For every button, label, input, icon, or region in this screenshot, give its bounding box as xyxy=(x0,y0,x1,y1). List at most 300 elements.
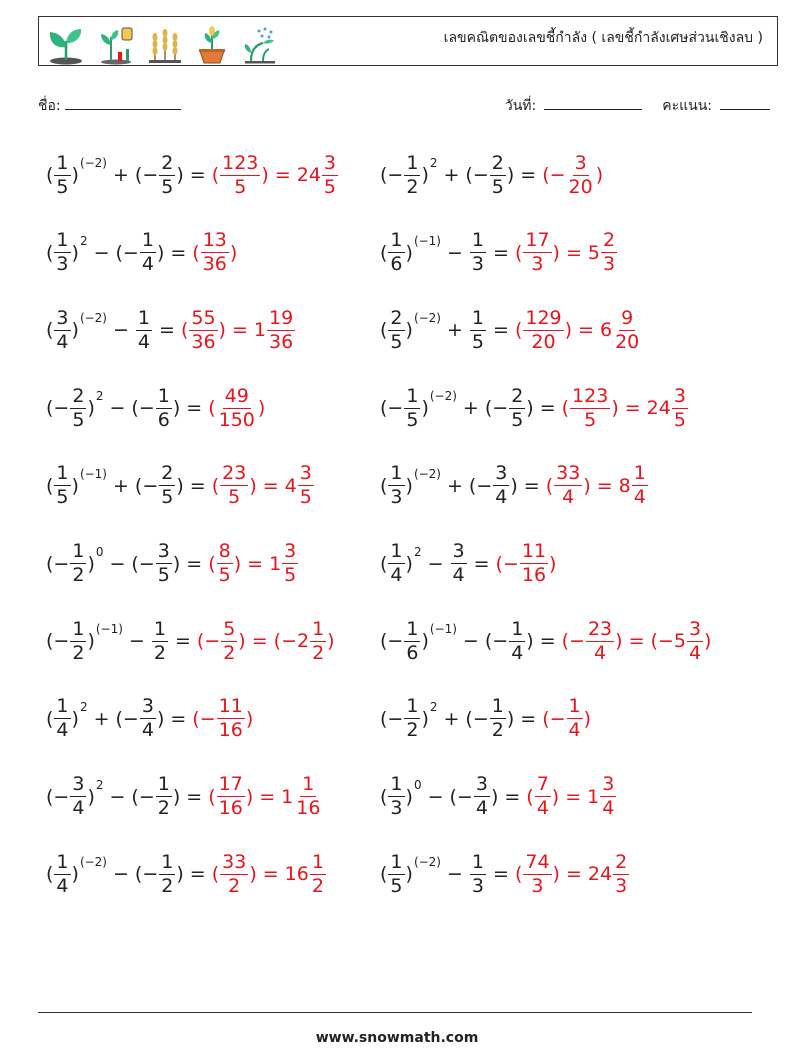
minus-sign: − xyxy=(549,707,566,730)
date-blank[interactable] xyxy=(544,95,642,110)
score-blank[interactable] xyxy=(720,95,770,110)
fraction xyxy=(156,384,172,431)
close-paren: ) xyxy=(257,397,266,420)
close-paren: ) xyxy=(405,319,413,342)
minus-sign: − xyxy=(122,241,139,264)
open-paren: ( xyxy=(131,785,139,808)
fraction xyxy=(217,384,257,431)
exponent: 2 xyxy=(95,389,104,404)
numerator: 1 xyxy=(302,773,315,796)
denominator: 3 xyxy=(471,253,485,276)
exponent: 0 xyxy=(413,777,422,792)
numerator: 13 xyxy=(202,229,227,252)
fraction xyxy=(156,542,172,585)
numerator: 2 xyxy=(602,229,616,252)
fraction xyxy=(54,697,70,740)
operator: + xyxy=(113,474,129,497)
close-paren: ) xyxy=(71,474,79,497)
fraction xyxy=(54,850,70,897)
denominator: 5 xyxy=(56,486,69,509)
name-blank[interactable] xyxy=(65,95,181,110)
minus-sign: − xyxy=(476,474,493,497)
numerator: 1 xyxy=(406,695,419,718)
close-paren: ) xyxy=(564,319,573,342)
close-paren: ) xyxy=(156,707,165,730)
fraction xyxy=(322,151,338,198)
exponent: (−1) xyxy=(79,466,107,481)
fraction xyxy=(687,617,703,664)
minus-sign: − xyxy=(492,630,509,653)
minus-sign: − xyxy=(138,785,155,808)
numerator: 33 xyxy=(556,462,581,485)
denominator: 4 xyxy=(56,719,69,742)
minus-sign: − xyxy=(387,164,404,186)
open-paren: ( xyxy=(650,630,658,653)
open-paren: ( xyxy=(192,707,200,730)
numerator: 1 xyxy=(311,850,324,873)
close-paren: ) xyxy=(172,552,181,575)
denominator: 5 xyxy=(491,175,504,198)
close-paren: ) xyxy=(327,630,335,653)
denominator: 3 xyxy=(390,486,403,509)
denominator: 5 xyxy=(323,175,337,198)
numerator: 3 xyxy=(574,151,587,174)
denominator: 2 xyxy=(406,175,419,198)
numerator: 3 xyxy=(299,462,312,485)
open-paren: ( xyxy=(468,474,477,497)
minus-sign: − xyxy=(387,707,404,730)
close-paren: ) xyxy=(172,785,181,808)
equals-sign: = xyxy=(174,630,191,653)
problem-5 xyxy=(46,300,296,360)
denominator: 16 xyxy=(218,719,243,742)
equals-sign: = xyxy=(259,785,276,808)
numerator: 1 xyxy=(157,384,170,407)
close-paren: ) xyxy=(704,630,712,653)
exponent: 2 xyxy=(95,777,104,792)
numerator: 1 xyxy=(56,850,69,873)
numerator: 17 xyxy=(218,773,243,796)
denominator: 4 xyxy=(141,719,154,742)
numerator: 123 xyxy=(572,384,609,407)
denominator: 2 xyxy=(491,719,504,742)
answer xyxy=(496,542,557,585)
denominator: 5 xyxy=(72,408,85,431)
numerator: 3 xyxy=(284,540,297,562)
open-paren: ( xyxy=(545,474,554,497)
close-paren: ) xyxy=(405,474,413,497)
open-paren: ( xyxy=(211,863,220,886)
fraction xyxy=(70,384,86,431)
answer xyxy=(561,384,689,431)
numerator: 2 xyxy=(161,462,174,485)
open-paren: ( xyxy=(115,707,123,730)
fraction xyxy=(509,384,525,431)
denominator: 36 xyxy=(202,253,227,276)
whole-number: 1 xyxy=(281,785,294,808)
fraction xyxy=(54,151,70,198)
equals-sign: = xyxy=(493,863,509,886)
numerator: 2 xyxy=(491,151,504,174)
equals-sign: = xyxy=(539,397,556,420)
fraction xyxy=(613,850,629,897)
minus-sign: − xyxy=(138,552,155,575)
denominator: 5 xyxy=(284,564,297,586)
whole-number: 5 xyxy=(587,241,600,264)
problem-16 xyxy=(380,689,591,749)
numerator: 3 xyxy=(56,306,69,329)
whole-number: 6 xyxy=(599,319,613,342)
fraction xyxy=(140,231,156,274)
numerator: 1 xyxy=(137,306,151,329)
open-paren: ( xyxy=(542,164,550,186)
answer xyxy=(208,384,266,431)
numerator: 1 xyxy=(312,617,325,640)
numerator: 123 xyxy=(222,151,259,174)
close-paren: ) xyxy=(176,863,184,886)
denominator: 5 xyxy=(218,564,231,586)
fraction xyxy=(282,542,298,585)
open-paren: ( xyxy=(211,164,220,186)
minus-sign: − xyxy=(53,785,70,808)
numerator: 1 xyxy=(568,695,581,718)
numerator: 1 xyxy=(390,773,403,796)
denominator: 5 xyxy=(161,175,174,198)
fraction xyxy=(310,850,326,897)
close-paren: ) xyxy=(405,785,413,808)
denominator: 20 xyxy=(615,330,640,353)
equals-sign: = xyxy=(596,474,613,497)
fraction xyxy=(189,306,217,353)
denominator: 16 xyxy=(296,797,321,820)
open-paren: ( xyxy=(192,241,200,264)
minus-sign: − xyxy=(657,630,674,653)
close-paren: ) xyxy=(552,241,560,264)
fraction xyxy=(520,542,548,585)
denominator: 150 xyxy=(218,408,255,431)
problem-2 xyxy=(380,145,603,205)
exponent: (−1) xyxy=(413,233,441,248)
answer xyxy=(180,306,296,353)
open-paren: ( xyxy=(449,785,457,808)
close-paren: ) xyxy=(233,552,242,575)
problem-15 xyxy=(46,689,253,749)
denominator: 2 xyxy=(72,564,85,586)
fraction xyxy=(470,306,486,353)
close-paren: ) xyxy=(261,164,269,186)
numerator: 17 xyxy=(525,229,550,252)
denominator: 3 xyxy=(602,253,616,276)
fraction xyxy=(220,151,260,198)
operator: + xyxy=(447,319,463,342)
minus-sign: − xyxy=(387,397,404,420)
denominator: 2 xyxy=(406,719,419,742)
fraction xyxy=(672,384,688,431)
problem-17 xyxy=(46,767,323,827)
fraction xyxy=(54,306,70,353)
close-paren: ) xyxy=(156,241,165,264)
open-paren: ( xyxy=(484,397,493,420)
problem-1 xyxy=(46,145,339,205)
fraction xyxy=(570,384,610,431)
watering-plant-icon xyxy=(239,25,281,65)
answer xyxy=(212,464,315,507)
open-paren: ( xyxy=(208,552,216,575)
close-paren: ) xyxy=(421,397,429,420)
exponent: (−2) xyxy=(413,311,441,326)
open-paren: ( xyxy=(273,630,282,653)
numerator: 5 xyxy=(223,617,236,640)
equals-sign: = xyxy=(565,863,582,886)
equals-sign: = xyxy=(493,319,509,342)
close-paren: ) xyxy=(421,164,429,186)
denominator: 2 xyxy=(312,641,325,664)
numerator: 1 xyxy=(56,229,69,252)
numerator: 2 xyxy=(390,306,403,329)
fraction xyxy=(474,775,490,818)
numerator: 1 xyxy=(491,695,504,718)
close-paren: ) xyxy=(249,474,257,497)
numerator: 1 xyxy=(56,151,69,174)
answer xyxy=(514,306,642,353)
denominator: 4 xyxy=(72,797,85,820)
answer xyxy=(514,850,630,897)
problem-9 xyxy=(46,456,315,516)
numerator: 19 xyxy=(268,306,294,329)
operator: − xyxy=(93,241,110,264)
footer-url: www.snowmath.com xyxy=(315,1030,479,1046)
equals-sign: = xyxy=(274,164,291,186)
equals-sign: = xyxy=(186,552,203,575)
worksheet-header xyxy=(38,16,778,66)
fraction xyxy=(294,775,322,818)
close-paren: ) xyxy=(405,241,413,264)
answer xyxy=(208,542,299,585)
fraction xyxy=(567,151,595,198)
numerator: 1 xyxy=(56,695,69,718)
close-paren: ) xyxy=(71,863,79,886)
whole-number: 16 xyxy=(284,863,309,886)
fraction xyxy=(404,617,420,664)
operator: − xyxy=(109,397,126,420)
numerator: 3 xyxy=(141,695,154,718)
numerator: 1 xyxy=(471,850,485,873)
whole-number: 8 xyxy=(618,474,631,497)
numerator: 1 xyxy=(390,540,403,562)
equals-sign: = xyxy=(186,397,203,420)
fraction xyxy=(298,464,314,507)
operator: + xyxy=(462,397,479,420)
open-paren: ( xyxy=(46,319,54,342)
fraction xyxy=(490,151,506,198)
open-paren: ( xyxy=(134,474,143,497)
exponent: (−2) xyxy=(79,311,107,326)
open-paren: ( xyxy=(484,630,493,653)
exponent: (−2) xyxy=(413,855,441,870)
equals-sign: = xyxy=(504,785,521,808)
equals-sign: = xyxy=(565,785,582,808)
denominator: 6 xyxy=(406,641,419,664)
numerator: 1 xyxy=(633,462,646,485)
close-paren: ) xyxy=(510,474,518,497)
denominator: 5 xyxy=(299,486,312,509)
equals-sign: = xyxy=(262,474,279,497)
operator: − xyxy=(128,630,145,653)
denominator: 2 xyxy=(72,641,85,664)
answer xyxy=(542,697,591,740)
denominator: 4 xyxy=(688,641,702,664)
denominator: 5 xyxy=(228,486,241,509)
fraction xyxy=(220,464,248,507)
numerator: 3 xyxy=(673,384,686,407)
denominator: 4 xyxy=(511,641,524,664)
numerator: 23 xyxy=(587,617,613,640)
denominator: 5 xyxy=(390,874,403,897)
exponent: 2 xyxy=(79,699,88,714)
open-paren: ( xyxy=(380,319,388,342)
close-paren: ) xyxy=(71,164,79,186)
numerator: 2 xyxy=(72,384,85,407)
fraction xyxy=(388,542,404,585)
minus-sign: − xyxy=(492,397,509,420)
numerator: 3 xyxy=(688,617,702,640)
open-paren: ( xyxy=(208,397,216,420)
exponent: (−2) xyxy=(429,389,457,404)
close-paren: ) xyxy=(506,707,515,730)
numerator: 1 xyxy=(72,617,85,640)
operator: − xyxy=(427,785,444,808)
exponent: 2 xyxy=(429,156,438,170)
date-label: วันที่: xyxy=(504,98,537,114)
close-paren: ) xyxy=(526,397,534,420)
minus-sign: − xyxy=(53,397,70,420)
equals-sign: = xyxy=(189,863,206,886)
problem-13 xyxy=(46,611,335,671)
denominator: 4 xyxy=(452,564,465,586)
close-paren: ) xyxy=(405,863,413,886)
open-paren: ( xyxy=(514,863,523,886)
equals-sign: = xyxy=(247,552,264,575)
answer xyxy=(192,697,253,740)
open-paren: ( xyxy=(526,785,534,808)
denominator: 5 xyxy=(471,330,485,353)
denominator: 4 xyxy=(495,486,508,509)
operator: − xyxy=(113,863,129,886)
answer xyxy=(208,775,323,818)
close-paren: ) xyxy=(245,707,254,730)
numerator: 3 xyxy=(602,773,615,796)
problem-11 xyxy=(46,534,299,594)
numerator: 3 xyxy=(475,773,488,796)
equals-sign: = xyxy=(520,164,537,186)
potted-plant-icon xyxy=(193,25,231,65)
denominator: 4 xyxy=(475,797,488,820)
open-paren: ( xyxy=(196,630,205,653)
denominator: 3 xyxy=(531,253,544,276)
equals-sign: = xyxy=(170,707,187,730)
close-paren: ) xyxy=(552,863,560,886)
numerator: 1 xyxy=(471,306,485,329)
operator: − xyxy=(109,552,126,575)
minus-sign: − xyxy=(549,164,566,186)
operator: − xyxy=(447,863,463,886)
numerator: 1 xyxy=(511,617,524,640)
denominator: 5 xyxy=(390,330,403,353)
name-field xyxy=(38,95,181,117)
denominator: 4 xyxy=(56,874,69,897)
denominator: 2 xyxy=(157,797,170,820)
close-paren: ) xyxy=(218,319,226,342)
close-paren: ) xyxy=(245,785,254,808)
exponent: (−2) xyxy=(413,466,441,481)
denominator: 4 xyxy=(568,719,581,742)
fraction xyxy=(490,697,506,740)
numerator: 49 xyxy=(224,384,249,407)
denominator: 5 xyxy=(161,486,174,509)
close-paren: ) xyxy=(583,707,592,730)
fraction xyxy=(451,542,467,585)
close-paren: ) xyxy=(87,397,95,420)
minus-sign: − xyxy=(569,630,585,653)
numerator: 1 xyxy=(390,462,403,485)
open-paren: ( xyxy=(46,552,54,575)
close-paren: ) xyxy=(421,630,429,653)
numerator: 3 xyxy=(452,540,465,562)
numerator: 2 xyxy=(511,384,524,407)
equals-sign: = xyxy=(189,164,206,186)
exponent: (−1) xyxy=(429,622,457,637)
equals-sign: = xyxy=(159,319,175,342)
operator: − xyxy=(427,552,444,575)
numerator: 1 xyxy=(406,384,419,407)
denominator: 4 xyxy=(562,486,575,509)
equals-sign: = xyxy=(624,397,641,420)
wheat-icon xyxy=(145,25,185,65)
close-paren: ) xyxy=(71,319,79,342)
fraction xyxy=(613,306,641,353)
open-paren: ( xyxy=(46,785,54,808)
numerator: 1 xyxy=(153,617,166,640)
operator: + xyxy=(443,164,460,186)
whole-number: 1 xyxy=(253,319,266,342)
fraction xyxy=(152,617,168,664)
footer-divider xyxy=(38,1012,752,1013)
exponent: (−2) xyxy=(79,855,107,870)
open-paren: ( xyxy=(46,863,54,886)
close-paren: ) xyxy=(176,164,184,186)
numerator: 11 xyxy=(218,695,243,718)
denominator: 4 xyxy=(141,253,154,276)
fraction xyxy=(159,151,175,198)
minus-sign: − xyxy=(53,552,70,575)
operator: + xyxy=(113,164,129,186)
denominator: 2 xyxy=(161,874,174,897)
numerator: 74 xyxy=(525,850,550,873)
fraction xyxy=(632,464,648,507)
answer xyxy=(211,151,339,198)
operator: − xyxy=(109,785,126,808)
close-paren: ) xyxy=(238,630,246,653)
minus-sign: − xyxy=(142,863,159,886)
denominator: 4 xyxy=(56,330,69,353)
denominator: 5 xyxy=(56,175,69,198)
fraction xyxy=(221,617,237,664)
close-paren: ) xyxy=(421,707,429,730)
fraction xyxy=(159,850,175,897)
fraction xyxy=(554,464,582,507)
minus-sign: − xyxy=(199,707,216,730)
fraction xyxy=(54,231,70,274)
